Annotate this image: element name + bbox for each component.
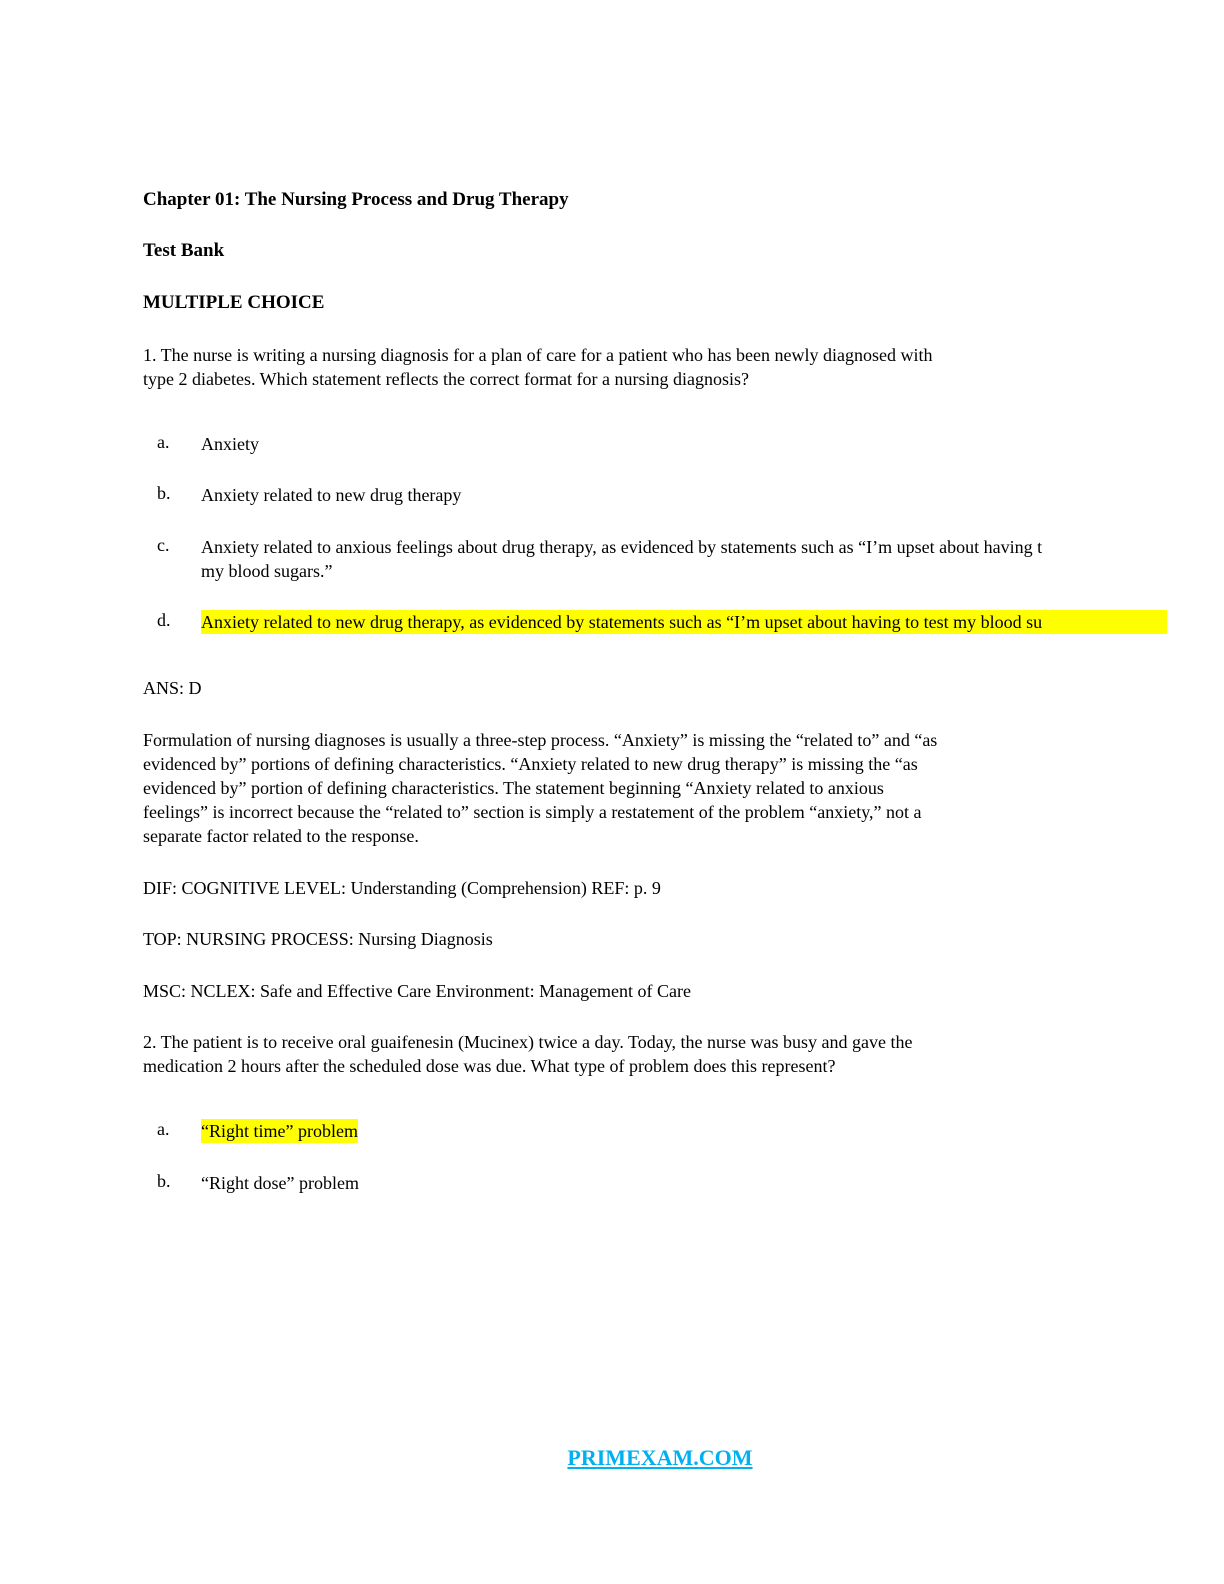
option-letter: a.: [157, 432, 170, 452]
rationale-line: evidenced by” portions of defining characteristics. “Anxiety related to new drug therapy” is missing the “as: [143, 754, 918, 774]
option-text: Anxiety: [201, 434, 259, 454]
rationale-line: Formulation of nursing diagnoses is usually a three-step process. “Anxiety” is missing the “related to” and “as: [143, 730, 938, 750]
test-bank-subtitle: Test Bank: [143, 240, 225, 261]
option-text: Anxiety related to new drug therapy: [201, 485, 462, 505]
question-stem-line: type 2 diabetes. Which statement reflects the correct format for a nursing diagnosis?: [143, 369, 749, 389]
rationale-line: feelings” is incorrect because the “related to” section is simply a restatement of the problem “anxiety,” not a: [143, 802, 922, 822]
question-stem-line: 1. The nurse is writing a nursing diagnosis for a plan of care for a patient who has been newly diagnosed with: [143, 345, 933, 365]
option-letter: c.: [157, 535, 170, 555]
answer-key: ANS: D: [143, 678, 202, 698]
rationale-line: separate factor related to the response.: [143, 826, 419, 846]
option-letter: a.: [157, 1119, 170, 1139]
option-text: “Right dose” problem: [201, 1173, 359, 1193]
option-text-highlighted: “Right time” problem: [201, 1121, 358, 1141]
section-heading: MULTIPLE CHOICE: [143, 292, 325, 313]
rationale-line: evidenced by” portion of defining characteristics. The statement beginning “Anxiety related to anxious: [143, 778, 884, 798]
option-text: Anxiety related to anxious feelings about drug therapy, as evidenced by statements such as “I’m upset about having t: [201, 537, 1043, 557]
option-letter: d.: [157, 610, 171, 630]
topic: TOP: NURSING PROCESS: Nursing Diagnosis: [143, 929, 493, 949]
question-stem-line: medication 2 hours after the scheduled dose was due. What type of problem does this represent?: [143, 1056, 836, 1076]
difficulty-reference: DIF: COGNITIVE LEVEL: Understanding (Comprehension) REF: p. 9: [143, 878, 661, 898]
nclex-category: MSC: NCLEX: Safe and Effective Care Environment: Management of Care: [143, 981, 692, 1001]
option-letter: b.: [157, 1171, 171, 1191]
question-stem-line: 2. The patient is to receive oral guaifenesin (Mucinex) twice a day. Today, the nurse was busy and gave the: [143, 1032, 913, 1052]
option-text-highlighted: Anxiety related to new drug therapy, as evidenced by statements such as “I’m upset about having to test my blood su: [201, 610, 1167, 634]
option-text-continued: my blood sugars.”: [201, 561, 333, 581]
option-letter: b.: [157, 483, 171, 503]
chapter-title: Chapter 01: The Nursing Process and Drug Therapy: [143, 189, 569, 210]
footer-site-link[interactable]: PRIMEXAM.COM: [567, 1445, 753, 1470]
